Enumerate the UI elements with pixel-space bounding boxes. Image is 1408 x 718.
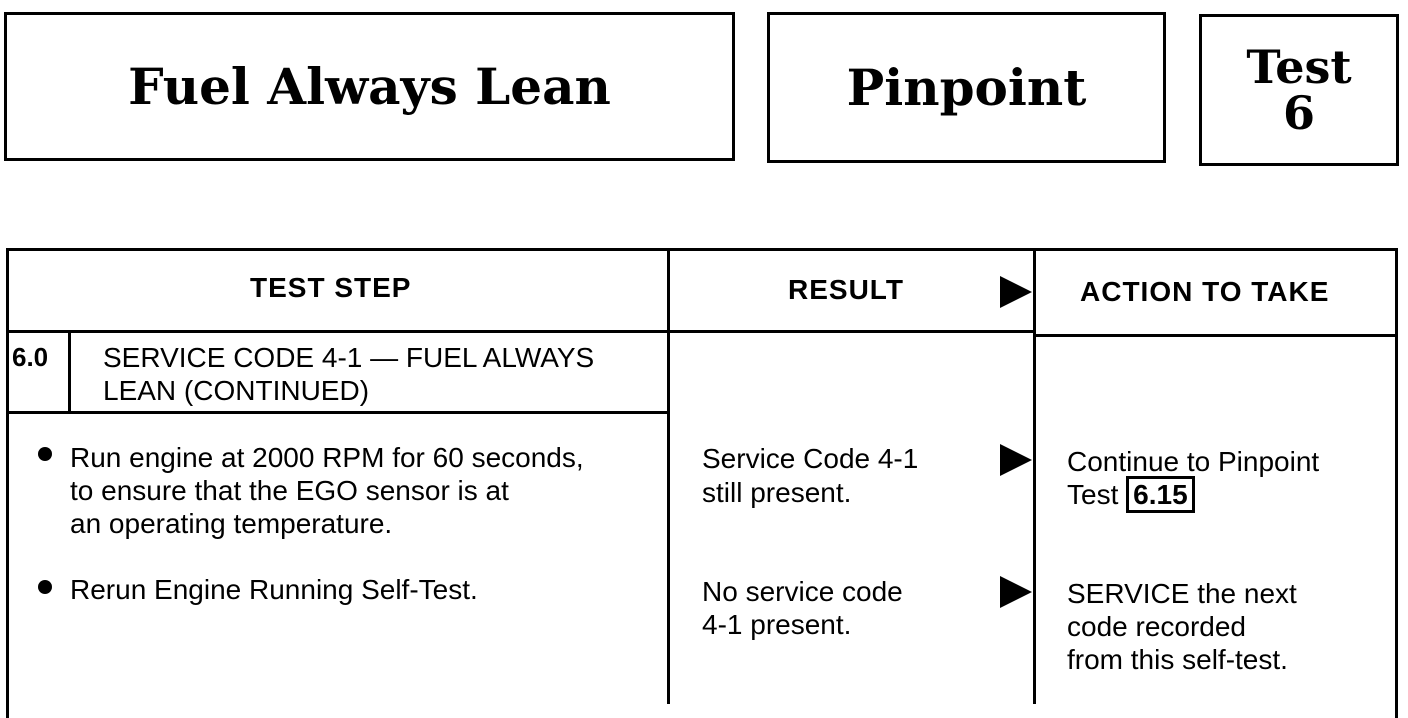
action-2-line3: from this self-test. bbox=[1067, 644, 1288, 675]
result-2-line2: 4-1 present. bbox=[702, 609, 852, 640]
instruction-1-line3: an operating temperature. bbox=[70, 508, 393, 539]
arrow-icon bbox=[1000, 276, 1032, 308]
document-title: Fuel Always Lean bbox=[128, 57, 611, 116]
step-title-divider bbox=[6, 411, 670, 414]
column-header-test-step: TEST STEP bbox=[250, 272, 412, 303]
result-1-line1: Service Code 4-1 bbox=[702, 443, 919, 474]
instruction-2-line1: Rerun Engine Running Self-Test. bbox=[70, 574, 478, 605]
test-number-box bbox=[1199, 14, 1399, 166]
step-number: 6.0 bbox=[12, 342, 49, 372]
action-1-line2 bbox=[1067, 478, 1195, 511]
instruction-1-line1: Run engine at 2000 RPM for 60 seconds, bbox=[70, 442, 584, 473]
instruction-1-line2: to ensure that the EGO sensor is at bbox=[70, 475, 509, 506]
bullet-icon bbox=[38, 580, 52, 594]
result-2-line1: No service code bbox=[702, 576, 903, 607]
step-title-line1: SERVICE CODE 4-1 — FUEL ALWAYS bbox=[103, 342, 595, 373]
step-title-line2: LEAN (CONTINUED) bbox=[103, 375, 370, 406]
test-label: Test bbox=[1246, 40, 1352, 94]
action-2-line1: SERVICE the next bbox=[1067, 578, 1297, 609]
action-1-prefix: Test bbox=[1067, 479, 1119, 510]
column-divider-action bbox=[1033, 248, 1036, 704]
header-divider-action bbox=[1033, 334, 1398, 337]
header-divider bbox=[6, 330, 670, 333]
bullet-icon bbox=[38, 447, 52, 461]
header-divider-result bbox=[667, 330, 1036, 333]
column-header-result: RESULT bbox=[788, 274, 904, 305]
arrow-icon bbox=[1000, 576, 1032, 608]
action-1-line1: Continue to Pinpoint bbox=[1067, 446, 1320, 477]
column-header-action: ACTION TO TAKE bbox=[1080, 276, 1330, 307]
arrow-icon bbox=[1000, 444, 1032, 476]
result-1-line2: still present. bbox=[702, 477, 852, 508]
pinpoint-test-reference: 6.15 bbox=[1126, 476, 1195, 513]
test-number: 6 bbox=[1282, 86, 1315, 140]
column-divider-result bbox=[667, 248, 670, 704]
step-number-divider bbox=[68, 330, 71, 414]
section-label: Pinpoint bbox=[846, 58, 1087, 117]
action-2-line2: code recorded bbox=[1067, 611, 1247, 642]
document-title-box bbox=[4, 12, 735, 161]
section-box bbox=[767, 12, 1166, 163]
